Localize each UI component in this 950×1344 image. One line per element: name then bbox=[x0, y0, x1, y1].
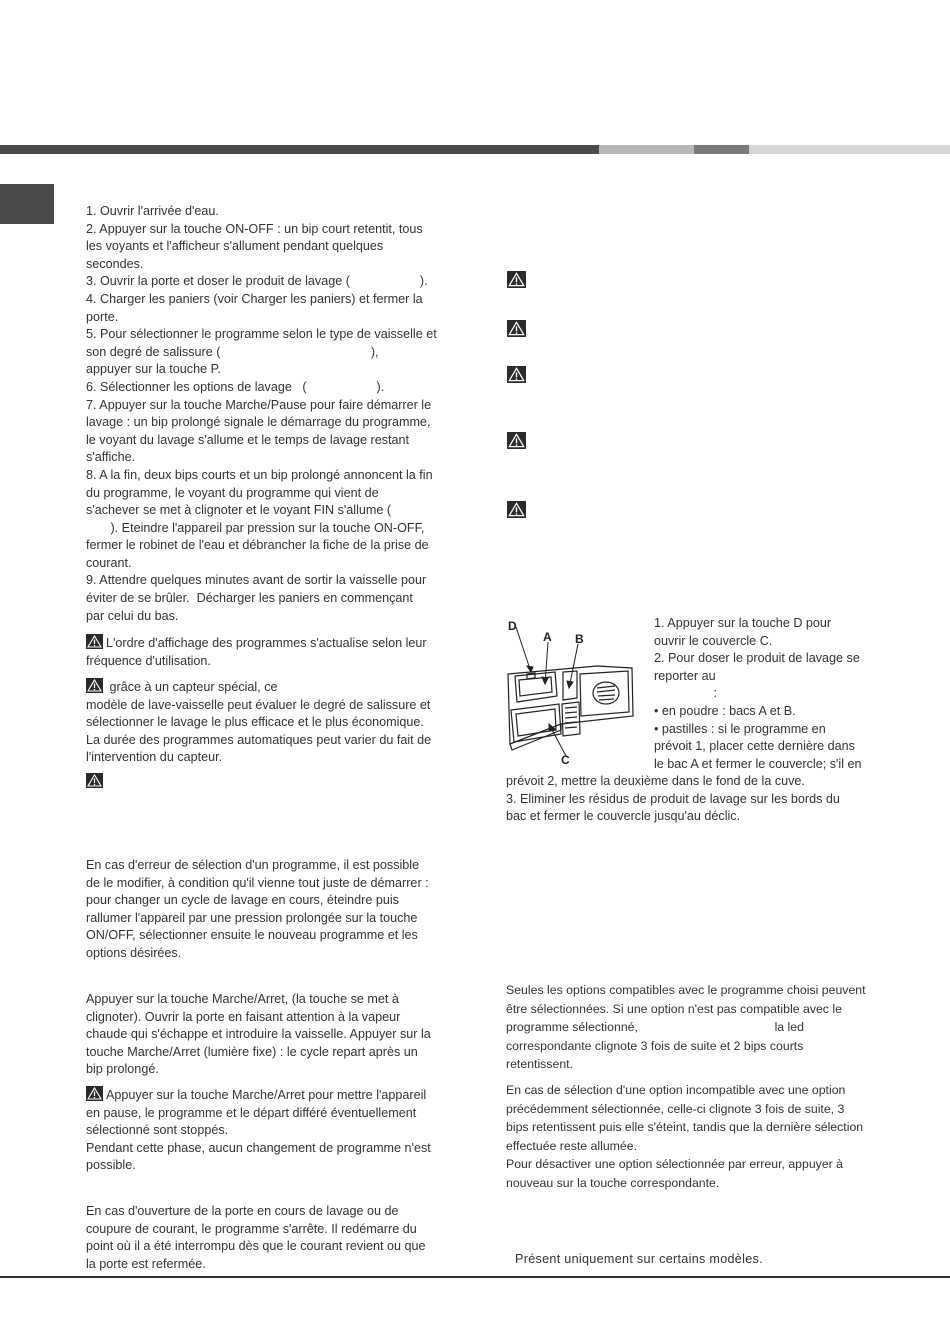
text-line: 9. Attendre quelques minutes avant de sortir la vaisselle pour bbox=[86, 573, 427, 588]
header-bar-light bbox=[749, 145, 950, 154]
text-line: bip prolongé. bbox=[86, 1062, 159, 1077]
text-line: fermer le robinet de l'eau et débrancher la fiche de la prise de bbox=[86, 538, 429, 553]
text-line: son degré de salissure ( ), bbox=[86, 344, 379, 359]
text-line: 4. Charger les paniers (voir Charger les paniers) et fermer la bbox=[86, 291, 423, 306]
text-line: effectuée reste allumée. bbox=[506, 1138, 638, 1153]
options-incompat-paragraph bbox=[506, 1081, 886, 1193]
text-line: lavage : un bip prolongé signale le démarrage du programme, bbox=[86, 415, 431, 430]
text-line: du programme, le voyant du programme qui vient de bbox=[86, 485, 379, 500]
text-line: de le modifier, à condition qu'il vienne tout juste de démarrer : bbox=[86, 875, 429, 890]
error-selection-paragraph bbox=[86, 857, 466, 963]
text-line: options désirées. bbox=[86, 945, 182, 960]
warning-icon bbox=[507, 432, 526, 449]
text-line: Pour désactiver une option sélectionnée par erreur, appuyer à bbox=[506, 1157, 844, 1172]
text-line: En cas de sélection d'une option incompatible avec une option bbox=[506, 1083, 846, 1097]
warning-icon bbox=[507, 320, 526, 337]
text-line: par celui du bas. bbox=[86, 608, 179, 623]
text-line: Appuyer sur la touche Marche/Arret, (la touche se met à bbox=[86, 992, 399, 1006]
text-line: 5. Pour sélectionner le programme selon le type de vaisselle et bbox=[86, 327, 437, 342]
text-line: le voyant du lavage s'allume et le temps de lavage restant bbox=[86, 432, 410, 447]
text-line: programme sélectionné, la led bbox=[506, 1020, 804, 1035]
text-line: point où il a été interrompu dès que le courant revient ou que bbox=[86, 1239, 426, 1254]
label-c: C bbox=[561, 753, 570, 767]
text-line: bac et fermer le couvercle jusqu'au déclic. bbox=[506, 809, 741, 824]
text-line: rallumer l'appareil par une pression prolongée sur la touche bbox=[86, 910, 418, 925]
text-line: Seules les options compatibles avec le programme choisi peuvent bbox=[506, 983, 866, 997]
note-sensor: grâce à un capteur spécial, ce modèle de lave-vaisselle peut évaluer le degré de salissure et sélectionner le lavage le plus efficace et le plus économique. La durée des programmes automatiques peut varier du fait de l'intervention du capteur. bbox=[86, 680, 432, 765]
text-line: secondes. bbox=[86, 256, 144, 271]
text-line: reporter au bbox=[654, 668, 716, 683]
text-line: précédemment sélectionnée, celle-ci clignote 3 fois de suite, 3 bbox=[506, 1101, 845, 1116]
text-line: s'affiche. bbox=[86, 450, 136, 465]
pause-note: Appuyer sur la touche Marche/Arret pour mettre l'appareil en pause, le programme et le départ différé éventuellement sélectionné sont stoppés. Pendant cette phase, aucun changement de programme n'est possible. bbox=[86, 1088, 431, 1173]
text-line: chaude qui s'échappe et introduire la vaisselle. Appuyer sur la bbox=[86, 1027, 431, 1042]
text-line: 3. Eliminer les résidus de produit de lavage sur les bords du bbox=[506, 791, 840, 806]
header-bar-dark-segment bbox=[694, 145, 749, 154]
label-b: B bbox=[575, 632, 584, 646]
warning-icon bbox=[507, 366, 526, 383]
text-line: • en poudre : bacs A et B. bbox=[654, 703, 796, 718]
text-line: 1. Appuyer sur la touche D pour bbox=[654, 616, 832, 630]
warning-icon bbox=[86, 1086, 103, 1101]
text-line: la porte est refermée. bbox=[86, 1256, 206, 1271]
warning-icon bbox=[507, 501, 526, 518]
text-line: 3. Ouvrir la porte et doser le produit de lavage ( ). bbox=[86, 274, 428, 289]
text-line: retentissent. bbox=[506, 1057, 573, 1072]
options-compat-paragraph bbox=[506, 981, 882, 1074]
text-line: bips retentissent puis elle s'éteint, tandis que la dernière sélection bbox=[506, 1120, 864, 1135]
dispenser-drawing bbox=[505, 616, 640, 768]
text-line: porte. bbox=[86, 309, 119, 324]
text-line: pour changer un cycle de lavage en cours, éteindre puis bbox=[86, 893, 399, 908]
text-line: nouveau sur la touche correspondante. bbox=[506, 1175, 720, 1190]
note-program-order: L'ordre d'affichage des programmes s'actualise selon leur fréquence d'utilisation. bbox=[86, 636, 427, 668]
warning-icon bbox=[507, 271, 526, 288]
language-tab bbox=[0, 184, 54, 224]
header-bar-dark bbox=[0, 145, 599, 154]
text-line: 1. Ouvrir l'arrivée d'eau. bbox=[86, 204, 219, 218]
text-line: être sélectionnées. Si une option n'est pas compatible avec le bbox=[506, 1001, 842, 1016]
text-line: clignoter). Ouvrir la porte en faisant attention à la vapeur bbox=[86, 1009, 401, 1024]
text-line: ouvrir le couvercle C. bbox=[654, 633, 773, 648]
text-line: touche Marche/Arret (lumière fixe) : le cycle repart après un bbox=[86, 1044, 418, 1059]
text-line: 2. Pour doser le produit de lavage se bbox=[654, 651, 860, 666]
interruption-paragraph bbox=[86, 1203, 466, 1273]
text-line: : bbox=[654, 686, 717, 701]
label-a: A bbox=[543, 630, 552, 644]
footnote: Présent uniquement sur certains modèles. bbox=[515, 1252, 763, 1266]
label-d: D bbox=[508, 619, 517, 633]
text-line: ON/OFF, sélectionner ensuite le nouveau programme et les bbox=[86, 928, 418, 943]
warning-icon bbox=[86, 773, 103, 788]
text-line: En cas d'ouverture de la porte en cours de lavage ou de bbox=[86, 1204, 399, 1218]
warning-icon bbox=[86, 634, 103, 649]
text-line: prévoit 2, mettre la deuxième dans le fond de la cuve. bbox=[506, 774, 805, 788]
dispenser-steps bbox=[654, 615, 894, 773]
text-line: correspondante clignote 3 fois de suite et 2 bips courts bbox=[506, 1038, 804, 1053]
start-steps bbox=[86, 203, 466, 625]
text-line: 7. Appuyer sur la touche Marche/Pause pour faire démarrer le bbox=[86, 397, 432, 412]
bottom-rule bbox=[0, 1276, 950, 1278]
add-dishes-paragraph bbox=[86, 991, 466, 1079]
text-line: s'achever se met à clignoter et le voyant FIN s'allume ( bbox=[86, 503, 392, 518]
text-line: • pastilles : si le programme en bbox=[654, 721, 826, 736]
text-line: courant. bbox=[86, 555, 132, 570]
text-line: appuyer sur la touche P. bbox=[86, 362, 221, 377]
note-empty bbox=[86, 773, 106, 792]
text-line: coupure de courant, le programme s'arrête. Il redémarre du bbox=[86, 1221, 417, 1236]
text-line: les voyants et l'afficheur s'allument pendant quelques bbox=[86, 239, 384, 254]
text-line: éviter de se brûler. Décharger les paniers en commençant bbox=[86, 591, 413, 606]
text-line: prévoit 1, placer cette dernière dans bbox=[654, 739, 855, 754]
text-line: 6. Sélectionner les options de lavage ( ). bbox=[86, 379, 385, 394]
dispenser-steps-tail bbox=[506, 773, 886, 826]
warning-icon bbox=[86, 678, 103, 693]
text-line: ). Eteindre l'appareil par pression sur la touche ON-OFF, bbox=[86, 520, 425, 535]
text-line: 2. Appuyer sur la touche ON-OFF : un bip court retentit, tous bbox=[86, 221, 423, 236]
text-line: En cas d'erreur de sélection d'un programme, il est possible bbox=[86, 858, 420, 872]
detergent-dispenser-diagram bbox=[505, 616, 640, 768]
text-line: 8. A la fin, deux bips courts et un bip prolongé annoncent la fin bbox=[86, 467, 433, 482]
text-line: le bac A et fermer le couvercle; s'il en bbox=[654, 756, 862, 771]
header-bar-mid bbox=[599, 145, 694, 154]
